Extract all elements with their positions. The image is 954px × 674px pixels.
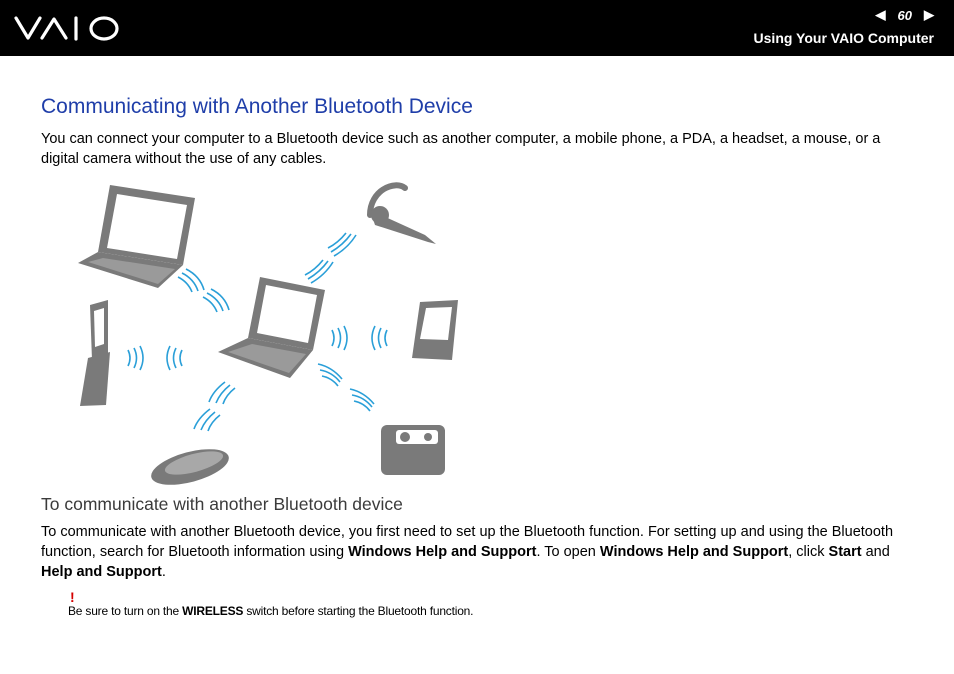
page-number: 60 bbox=[897, 7, 912, 23]
laptop-icon bbox=[78, 185, 195, 288]
previous-page-arrow-icon[interactable]: ◀ bbox=[875, 7, 886, 22]
digital-camera-icon bbox=[381, 425, 445, 475]
mouse-icon bbox=[147, 442, 232, 490]
laptop-icon bbox=[218, 277, 325, 378]
headset-icon bbox=[370, 185, 436, 244]
pda-icon bbox=[412, 300, 458, 360]
instructions-paragraph: To communicate with another Bluetooth device, you first need to set up the Bluetooth function. For setting up and using the Bluetooth function, search for Bluetooth information using Windows Help and Support. To open Windows Help and Support, click Start and Help and Support. bbox=[41, 524, 894, 580]
section-subtitle: To communicate with another Bluetooth device bbox=[41, 494, 403, 514]
section-title: Using Your VAIO Computer bbox=[753, 30, 934, 46]
start-label: Start bbox=[828, 544, 862, 560]
next-page-arrow-icon[interactable]: ▶ bbox=[924, 7, 934, 22]
windows-help-link: Windows Help and Support bbox=[348, 544, 537, 560]
windows-help-link-2: Windows Help and Support bbox=[599, 544, 789, 560]
help-and-support-label: Help and Support bbox=[41, 564, 162, 580]
warning-note: Be sure to turn on the WIRELESS switch before starting the Bluetooth function. bbox=[68, 604, 474, 618]
page-navigation bbox=[876, 7, 934, 23]
mobile-phone-icon bbox=[80, 300, 110, 406]
warning-mark-icon: ! bbox=[70, 589, 75, 605]
page-title: Communicating with Another Bluetooth Device bbox=[41, 95, 473, 118]
vaio-logo bbox=[14, 14, 122, 49]
page-header bbox=[0, 0, 954, 56]
intro-paragraph: You can connect your computer to a Bluetooth device such as another computer, a mobile phone, a PDA, a headset, a mouse, or a digital camera without the use of any cables. bbox=[41, 131, 881, 167]
bluetooth-illustration bbox=[70, 180, 460, 495]
